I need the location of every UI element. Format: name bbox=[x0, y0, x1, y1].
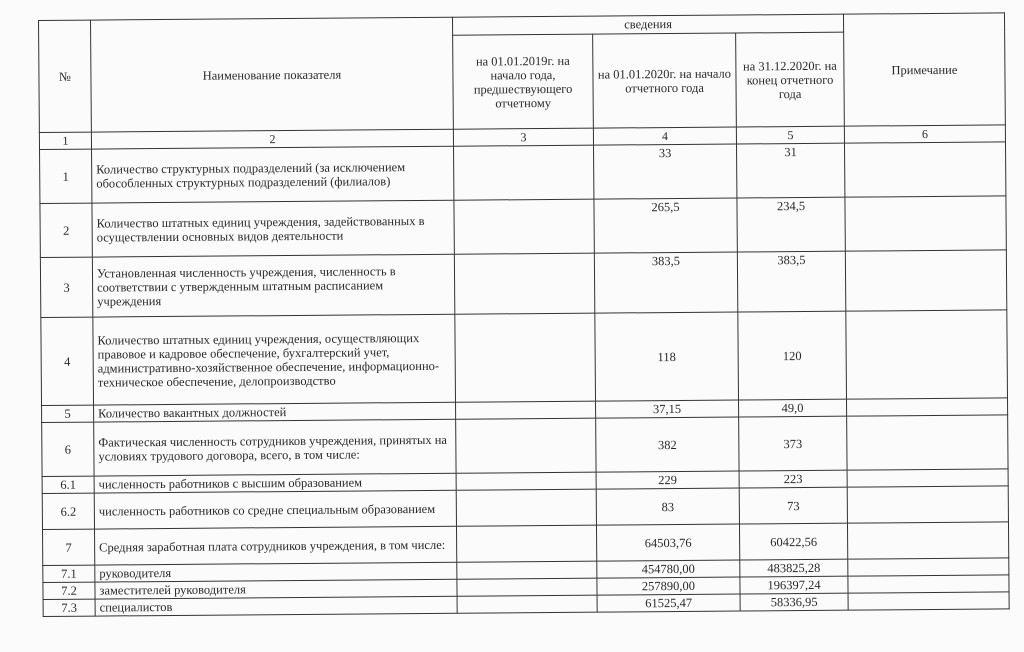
row-num: 7 bbox=[43, 529, 95, 565]
numbering-cell: 6 bbox=[844, 125, 1005, 143]
row-value-2019 bbox=[454, 145, 594, 200]
numbering-cell: 2 bbox=[91, 129, 453, 149]
row-name: Установленная численность учреждения, численность в соответствии с утвержденным штатным расписанием учреждения bbox=[92, 254, 454, 317]
row-name: численность работников со средне специальным образованием bbox=[94, 490, 456, 529]
row-name: численность работников с высшим образованием bbox=[94, 473, 456, 493]
table-row bbox=[40, 196, 1006, 258]
row-name: Количество структурных подразделений (за исключением обособленных структурных подразделений (филиалов) bbox=[92, 146, 454, 203]
row-name: заместителей руководителя bbox=[95, 579, 457, 599]
row-note bbox=[846, 310, 1008, 399]
row-name: Количество штатных единиц учреждения, осуществляющих правовое и кадровое обеспечение, бухгалтерский учет, административно-хозяйственное обеспечение, информационно-техническое обеспечение, делопроизводство bbox=[93, 314, 456, 405]
row-num: 6.1 bbox=[42, 476, 94, 493]
row-value-2020-start: 257890,00 bbox=[597, 577, 740, 595]
row-value-2019 bbox=[456, 472, 596, 490]
report-table bbox=[38, 12, 1010, 617]
row-value-2020-end: 60422,56 bbox=[739, 523, 847, 560]
row-value-2020-start: 383,5 bbox=[594, 252, 737, 313]
row-value-2020-start: 265,5 bbox=[594, 198, 737, 253]
table-row bbox=[40, 142, 1006, 204]
row-note bbox=[845, 142, 1006, 197]
header-name: Наименование показателя bbox=[91, 17, 454, 132]
row-note bbox=[847, 486, 1008, 523]
row-num: 5 bbox=[42, 405, 94, 422]
header-col4: на 01.01.2020г. на начало отчетного года bbox=[593, 33, 737, 128]
header-col3: на 01.01.2019г. на начало года, предшествующего отчетному bbox=[453, 34, 594, 129]
row-value-2020-start: 229 bbox=[596, 471, 739, 489]
header-num: № bbox=[39, 20, 92, 132]
row-num: 7.1 bbox=[43, 565, 95, 582]
row-value-2019 bbox=[455, 313, 596, 402]
row-value-2020-start: 382 bbox=[596, 417, 739, 472]
row-value-2019 bbox=[456, 418, 596, 473]
row-name: Количество вакантных должностей bbox=[94, 402, 456, 422]
row-note bbox=[847, 398, 1008, 416]
row-value-2019 bbox=[454, 253, 594, 314]
row-value-2019 bbox=[456, 489, 596, 526]
header-group: сведения bbox=[452, 14, 843, 35]
table-row bbox=[41, 310, 1008, 406]
row-value-2020-end: 373 bbox=[739, 416, 847, 471]
row-value-2020-end: 196397,24 bbox=[740, 576, 848, 594]
row-value-2020-start: 64503,76 bbox=[596, 524, 739, 561]
row-num: 6.2 bbox=[42, 493, 94, 529]
row-value-2019 bbox=[457, 561, 597, 579]
header-note: Примечание bbox=[844, 13, 1006, 126]
numbering-cell: 4 bbox=[593, 127, 736, 145]
row-note bbox=[845, 250, 1006, 311]
table-row bbox=[42, 415, 1008, 477]
row-name: руководителя bbox=[95, 562, 457, 582]
row-value-2020-end: 483825,28 bbox=[740, 559, 848, 577]
row-value-2020-start: 61525,47 bbox=[597, 594, 740, 612]
row-num: 6 bbox=[42, 422, 94, 476]
row-value-2019 bbox=[456, 401, 596, 419]
row-num: 7.3 bbox=[43, 599, 95, 616]
row-name: Количество штатных единиц учреждения, задействованных в осуществлении основных видов деятельности bbox=[92, 200, 454, 257]
header-col5: на 31.12.2020г. на конец отчетного года bbox=[736, 32, 845, 127]
row-num: 3 bbox=[40, 257, 92, 317]
numbering-cell: 1 bbox=[39, 132, 91, 149]
row-num: 4 bbox=[41, 317, 94, 405]
row-value-2019 bbox=[456, 525, 596, 562]
row-value-2020-start: 33 bbox=[594, 144, 737, 199]
row-note bbox=[845, 196, 1006, 251]
row-value-2020-end: 31 bbox=[736, 143, 844, 198]
row-value-2020-end: 383,5 bbox=[737, 251, 845, 312]
row-note bbox=[848, 558, 1009, 576]
row-value-2020-start: 454780,00 bbox=[597, 560, 740, 578]
row-value-2019 bbox=[457, 595, 597, 613]
row-value-2020-start: 83 bbox=[596, 488, 739, 525]
row-value-2020-start: 37,15 bbox=[596, 400, 739, 418]
row-note bbox=[847, 415, 1008, 470]
row-num: 2 bbox=[40, 203, 92, 257]
row-name: специалистов bbox=[95, 596, 457, 616]
row-value-2020-start: 118 bbox=[595, 312, 739, 401]
row-num: 1 bbox=[40, 149, 92, 203]
row-value-2020-end: 234,5 bbox=[737, 197, 845, 252]
row-value-2019 bbox=[454, 199, 594, 254]
row-name: Средняя заработная плата сотрудников учреждения, в том числе: bbox=[94, 526, 456, 565]
row-note bbox=[848, 592, 1009, 610]
row-value-2020-end: 73 bbox=[739, 487, 847, 524]
row-note bbox=[847, 469, 1008, 487]
row-note bbox=[848, 522, 1009, 559]
numbering-cell: 5 bbox=[736, 126, 844, 144]
row-num: 7.2 bbox=[43, 582, 95, 599]
row-note bbox=[848, 575, 1009, 593]
row-value-2020-end: 120 bbox=[738, 311, 847, 400]
row-name: Фактическая численность сотрудников учреждения, принятых на условиях трудового договора, всего, в том числе: bbox=[94, 419, 456, 476]
row-value-2020-end: 49,0 bbox=[739, 399, 847, 417]
table-row bbox=[40, 250, 1006, 318]
numbering-cell: 3 bbox=[453, 128, 593, 146]
row-value-2019 bbox=[457, 578, 597, 596]
row-value-2020-end: 58336,95 bbox=[740, 593, 848, 611]
row-value-2020-end: 223 bbox=[739, 470, 847, 488]
